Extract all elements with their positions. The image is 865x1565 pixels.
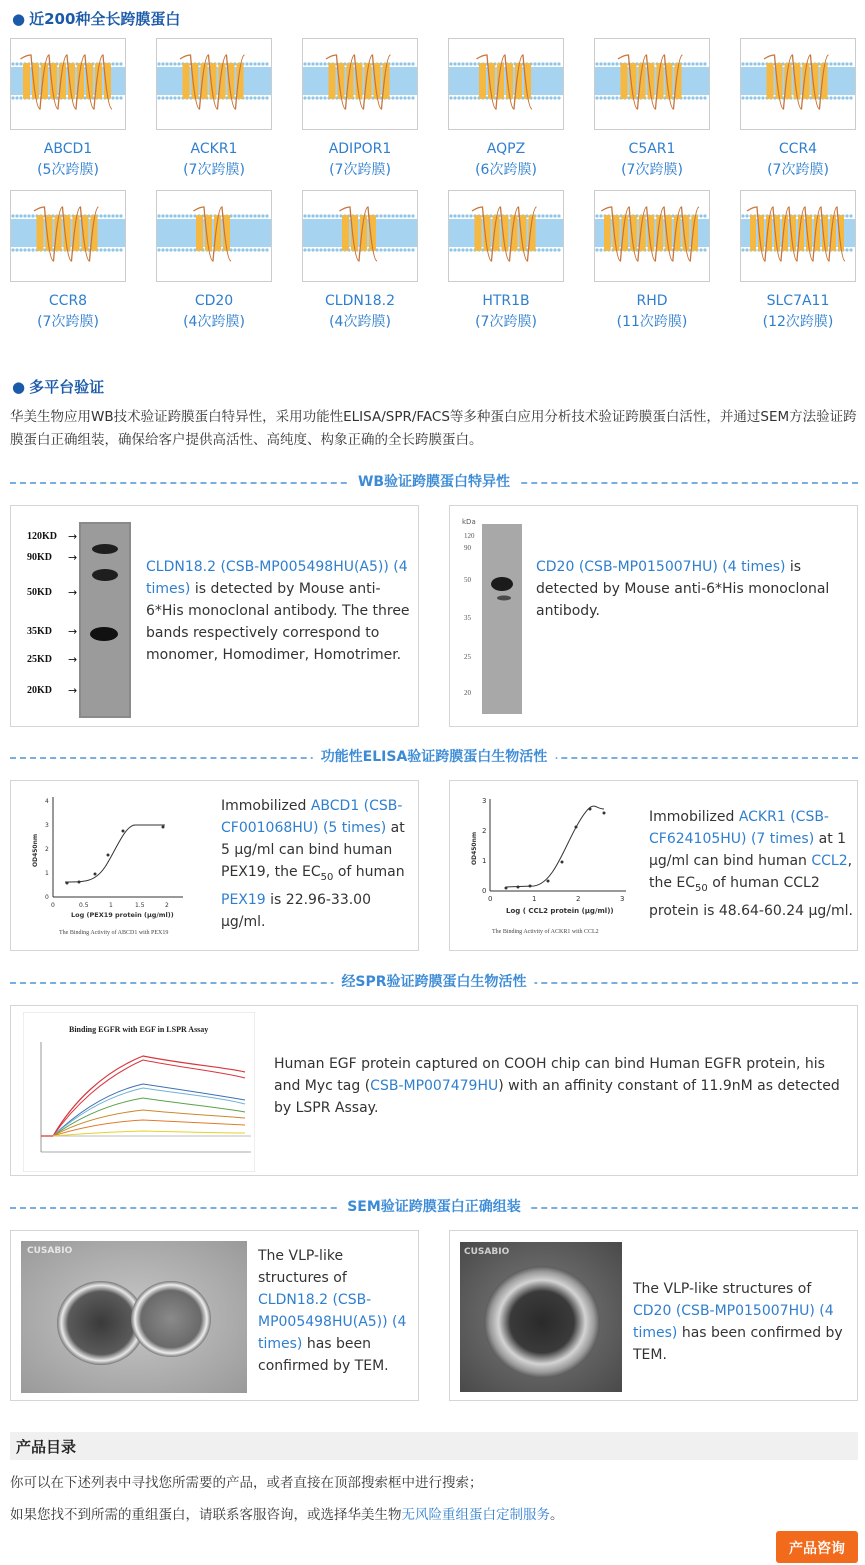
elisa-abcd1-description: Immobilized ABCD1 (CSB-CF001068HU) (5 times) at 5 μg/ml can bind human PEX19, the $EC_{50}$ of human PEX19 is 22.96-33.00 μg/ml. — [221, 798, 405, 930]
arrow-right-icon: → — [68, 551, 78, 564]
divider-sem-label: SEM验证跨膜蛋白正确组装 — [339, 1197, 529, 1217]
elisa-right-ytick: 3 — [482, 797, 487, 805]
spr-chart — [23, 1012, 255, 1172]
topology-diagram[interactable] — [302, 190, 418, 282]
wb-marker-label: 20KD — [27, 685, 52, 696]
divider-elisa — [10, 747, 858, 767]
topology-diagram[interactable] — [10, 38, 126, 130]
sem-cd20-description: The VLP-like structures of CD20 (CSB-MP015007HU) (4 times) has been confirmed by TEM. — [633, 1281, 843, 1363]
transmembrane-count: (4次跨膜) — [183, 314, 245, 330]
wb-cd20-description: CD20 (CSB-MP015007HU) (4 times) is detected by Mouse anti-6*His monoclonal antibody. — [536, 559, 830, 619]
tem-watermark-left: CUSABIO — [27, 1246, 73, 1256]
divider-wb — [10, 472, 858, 492]
topology-diagram[interactable] — [740, 38, 856, 130]
elisa-left-ytick: 0 — [45, 894, 49, 901]
elisa-left-xtick: 2 — [165, 902, 169, 909]
protein-name[interactable]: RHD — [636, 293, 668, 309]
tem-watermark-right: CUSABIO — [464, 1247, 510, 1257]
elisa-ackr1-description: Immobilized ACKR1 (CSB-CF624105HU) (7 times) at 1 μg/ml can bind human CCL2, the $EC_{50}$ of human CCL2 protein is 48.64-60.24 μg/ml. — [649, 809, 853, 919]
wb-marker-label: 25 — [464, 653, 471, 661]
elisa-left-ylabel: OD450nm — [32, 833, 39, 867]
bullet-icon: ● — [12, 378, 26, 396]
transmembrane-count: (11次跨膜) — [616, 314, 688, 330]
transmembrane-count: (7次跨膜) — [183, 162, 245, 178]
transmembrane-count: (4次跨膜) — [329, 314, 391, 330]
topology-diagram[interactable] — [448, 38, 564, 130]
wb-marker-label: 90KD — [27, 552, 52, 563]
topology-diagram[interactable] — [10, 190, 126, 282]
catalog-hint-line: 你可以在下述列表中寻找您所需要的产品，或者直接在顶部搜索框中进行搜索； — [10, 1475, 483, 1491]
link-egfr-product[interactable]: CSB-MP007479HU — [370, 1078, 499, 1094]
protein-name[interactable]: HTR1B — [482, 293, 530, 309]
divider-spr-label: 经SPR验证跨膜蛋白生物活性 — [333, 972, 534, 992]
elisa-left-caption: The Binding Activity of ABCD1 with PEX19 — [59, 930, 169, 936]
transmembrane-count: (12次跨膜) — [762, 314, 834, 330]
protein-card-htr1b[interactable] — [448, 190, 564, 332]
elisa-right-xlabel: Log ( CCL2 protein (μg/ml)) — [506, 907, 614, 915]
product-catalog-heading: 产品目录 — [10, 1432, 858, 1460]
divider-sem — [10, 1197, 858, 1217]
protein-card-cldn182[interactable] — [302, 190, 418, 332]
transmembrane-count: (5次跨膜) — [37, 162, 99, 178]
transmembrane-count: (6次跨膜) — [475, 162, 537, 178]
section-title-multi-platform: ● 多平台验证 — [12, 378, 105, 396]
wb-card-cldn18 — [10, 505, 419, 727]
wb-marker-label: 25KD — [27, 654, 52, 665]
transmembrane-count: (7次跨膜) — [329, 162, 391, 178]
elisa-left-xtick: 0.5 — [79, 902, 89, 909]
spr-description: Human EGF protein captured on COOH chip can bind Human EGFR protein, his and Myc tag (CSB-MP007479HU) with an affinity constant of 11.9nM as detected by LSPR Assay. — [274, 1056, 840, 1116]
wb-marker-label: 50KD — [27, 587, 52, 598]
topology-diagram[interactable] — [594, 190, 710, 282]
protein-name[interactable]: CLDN18.2 — [325, 293, 395, 309]
link-cldn18-tem[interactable]: CLDN18.2 (CSB-MP005498HU(A5)) (4 times) — [258, 1292, 407, 1352]
elisa-left-ytick: 2 — [45, 846, 49, 853]
arrow-right-icon: → — [68, 625, 78, 638]
protein-name[interactable]: CD20 — [194, 293, 234, 309]
elisa-right-ytick: 1 — [482, 857, 487, 865]
spr-chart-title: Binding EGFR with EGF in LSPR Assay — [69, 1025, 209, 1034]
topology-diagram[interactable] — [156, 190, 272, 282]
topology-diagram[interactable] — [740, 190, 856, 282]
link-cldn18-product[interactable]: CLDN18.2 (CSB-MP005498HU(A5)) (4 times) — [146, 559, 408, 597]
divider-spr — [10, 972, 858, 992]
protein-card-rhd[interactable] — [594, 190, 710, 332]
transmembrane-count: (7次跨膜) — [37, 314, 99, 330]
elisa-right-xtick: 0 — [488, 895, 493, 903]
protein-card-ccr4[interactable] — [740, 38, 856, 180]
wb-marker-label: 120 — [464, 532, 475, 540]
protein-card-c5ar1[interactable] — [594, 38, 710, 180]
elisa-left-ytick: 4 — [45, 798, 49, 805]
elisa-left-xtick: 1 — [109, 902, 113, 909]
elisa-left-ytick: 1 — [45, 870, 49, 877]
divider-elisa-label: 功能性ELISA验证跨膜蛋白生物活性 — [313, 747, 556, 767]
wb-marker-label: 20 — [464, 689, 471, 697]
elisa-left-ytick: 3 — [45, 822, 49, 829]
wb-blot-cd20 — [456, 514, 536, 724]
link-cd20-product[interactable]: CD20 (CSB-MP015007HU) (4 times) — [536, 559, 786, 575]
transmembrane-count: (7次跨膜) — [767, 162, 829, 178]
bullet-icon: ● — [12, 10, 26, 28]
elisa-right-ytick: 0 — [482, 887, 487, 895]
link-ackr1-product[interactable]: ACKR1 (CSB-CF624105HU) (7 times) — [649, 809, 829, 847]
wb-card-cd20 — [449, 505, 858, 727]
section-title-membrane-proteins: ● 近200种全长跨膜蛋白 — [12, 10, 181, 28]
protein-name[interactable]: CCR8 — [48, 293, 88, 309]
spr-card — [10, 1005, 858, 1176]
wb-cldn18-description: CLDN18.2 (CSB-MP005498HU(A5)) (4 times) is detected by Mouse anti-6*His monoclonal antibody. The three bands respectively correspond to monomer, Homodimer, Homotrimer. — [146, 559, 410, 663]
sem-card-cd20 — [449, 1230, 858, 1401]
elisa-right-xtick: 3 — [620, 895, 625, 903]
wb-marker-label: 120KD — [27, 531, 57, 542]
elisa-right-ytick: 2 — [482, 827, 487, 835]
elisa-right-caption: The Binding Activity of ACKR1 with CCL2 — [492, 929, 599, 935]
protein-name[interactable]: ACKR1 — [190, 141, 238, 157]
protein-card-abcd1[interactable] — [10, 38, 126, 180]
catalog-contact-line: 如果您找不到所需的重组蛋白，请联系客服咨询，或选择华美生物无风险重组蛋白定制服务。 — [10, 1507, 564, 1523]
protein-card-slc7a11[interactable] — [740, 190, 856, 332]
protein-card-adipor1[interactable] — [302, 38, 418, 180]
link-abcd1-product[interactable]: ABCD1 (CSB-CF001068HU) (5 times) — [221, 798, 403, 836]
elisa-right-xtick: 1 — [532, 895, 537, 903]
protein-card-aqpz[interactable] — [448, 38, 564, 180]
sem-cldn18-description: The VLP-like structures of CLDN18.2 (CSB-MP005498HU(A5)) (4 times) has been confirmed by TEM. — [258, 1248, 407, 1374]
protein-name[interactable]: SLC7A11 — [766, 293, 830, 309]
protein-name[interactable]: CCR4 — [778, 141, 818, 157]
sem-card-cldn18 — [10, 1230, 419, 1401]
link-cd20-tem[interactable]: CD20 (CSB-MP015007HU) (4 times) — [633, 1303, 834, 1341]
wb-marker-label: 35 — [464, 614, 471, 622]
wb-blot-cldn18 — [17, 512, 157, 722]
elisa-left-xlabel: Log (PEX19 protein (μg/ml)) — [71, 911, 174, 919]
topology-diagram[interactable] — [156, 38, 272, 130]
link-pex19[interactable]: PEX19 — [221, 891, 266, 908]
protein-name[interactable]: ADIPOR1 — [328, 141, 392, 157]
transmembrane-count: (7次跨膜) — [621, 162, 683, 178]
protein-name[interactable]: C5AR1 — [628, 141, 676, 157]
topology-diagram[interactable] — [448, 190, 564, 282]
elisa-card-ackr1 — [449, 780, 858, 951]
divider-wb-label: WB验证跨膜蛋白特异性 — [350, 472, 518, 492]
intro-paragraph: 华美生物应用WB技术验证跨膜蛋白特异性，采用功能性ELISA/SPR/FACS等多种蛋白应用分析技术验证跨膜蛋白活性，并通过SEM方法验证跨膜蛋白正确组装，确保给客户提供高活性、高纯度、构象正确的全长跨膜蛋白。 — [10, 409, 857, 448]
wb-marker-label: 90 — [464, 544, 471, 552]
elisa-right-xtick: 2 — [576, 895, 581, 903]
elisa-left-xtick: 1.5 — [135, 902, 145, 909]
elisa-chart-ackr1 — [454, 787, 654, 947]
protein-card-ackr1[interactable] — [156, 38, 272, 180]
arrow-right-icon: → — [68, 586, 78, 599]
arrow-right-icon: → — [68, 653, 78, 666]
product-inquiry-button[interactable]: 产品咨询 — [776, 1531, 858, 1563]
protein-name[interactable]: AQPZ — [486, 141, 526, 157]
link-custom-service[interactable]: 无风险重组蛋白定制服务 — [401, 1507, 550, 1523]
transmembrane-count: (7次跨膜) — [475, 314, 537, 330]
protein-name[interactable]: ABCD1 — [43, 141, 93, 157]
arrow-right-icon: → — [68, 530, 78, 543]
elisa-left-xtick: 0 — [51, 902, 55, 909]
link-ccl2[interactable]: CCL2 — [811, 853, 848, 869]
topology-diagram[interactable] — [594, 38, 710, 130]
elisa-right-ylabel: OD450nm — [471, 831, 478, 865]
elisa-card-abcd1 — [10, 780, 419, 951]
protein-card-ccr8[interactable] — [10, 190, 126, 332]
topology-diagram[interactable] — [302, 38, 418, 130]
tem-image-cd20 — [460, 1242, 622, 1392]
protein-card-cd20[interactable] — [156, 190, 272, 332]
elisa-chart-abcd1 — [15, 787, 215, 947]
wb-unit-label: kDa — [462, 518, 476, 526]
wb-marker-label: 50 — [464, 576, 471, 584]
arrow-right-icon: → — [68, 684, 78, 697]
wb-marker-label: 35KD — [27, 626, 52, 637]
tem-image-cldn18 — [21, 1241, 247, 1393]
